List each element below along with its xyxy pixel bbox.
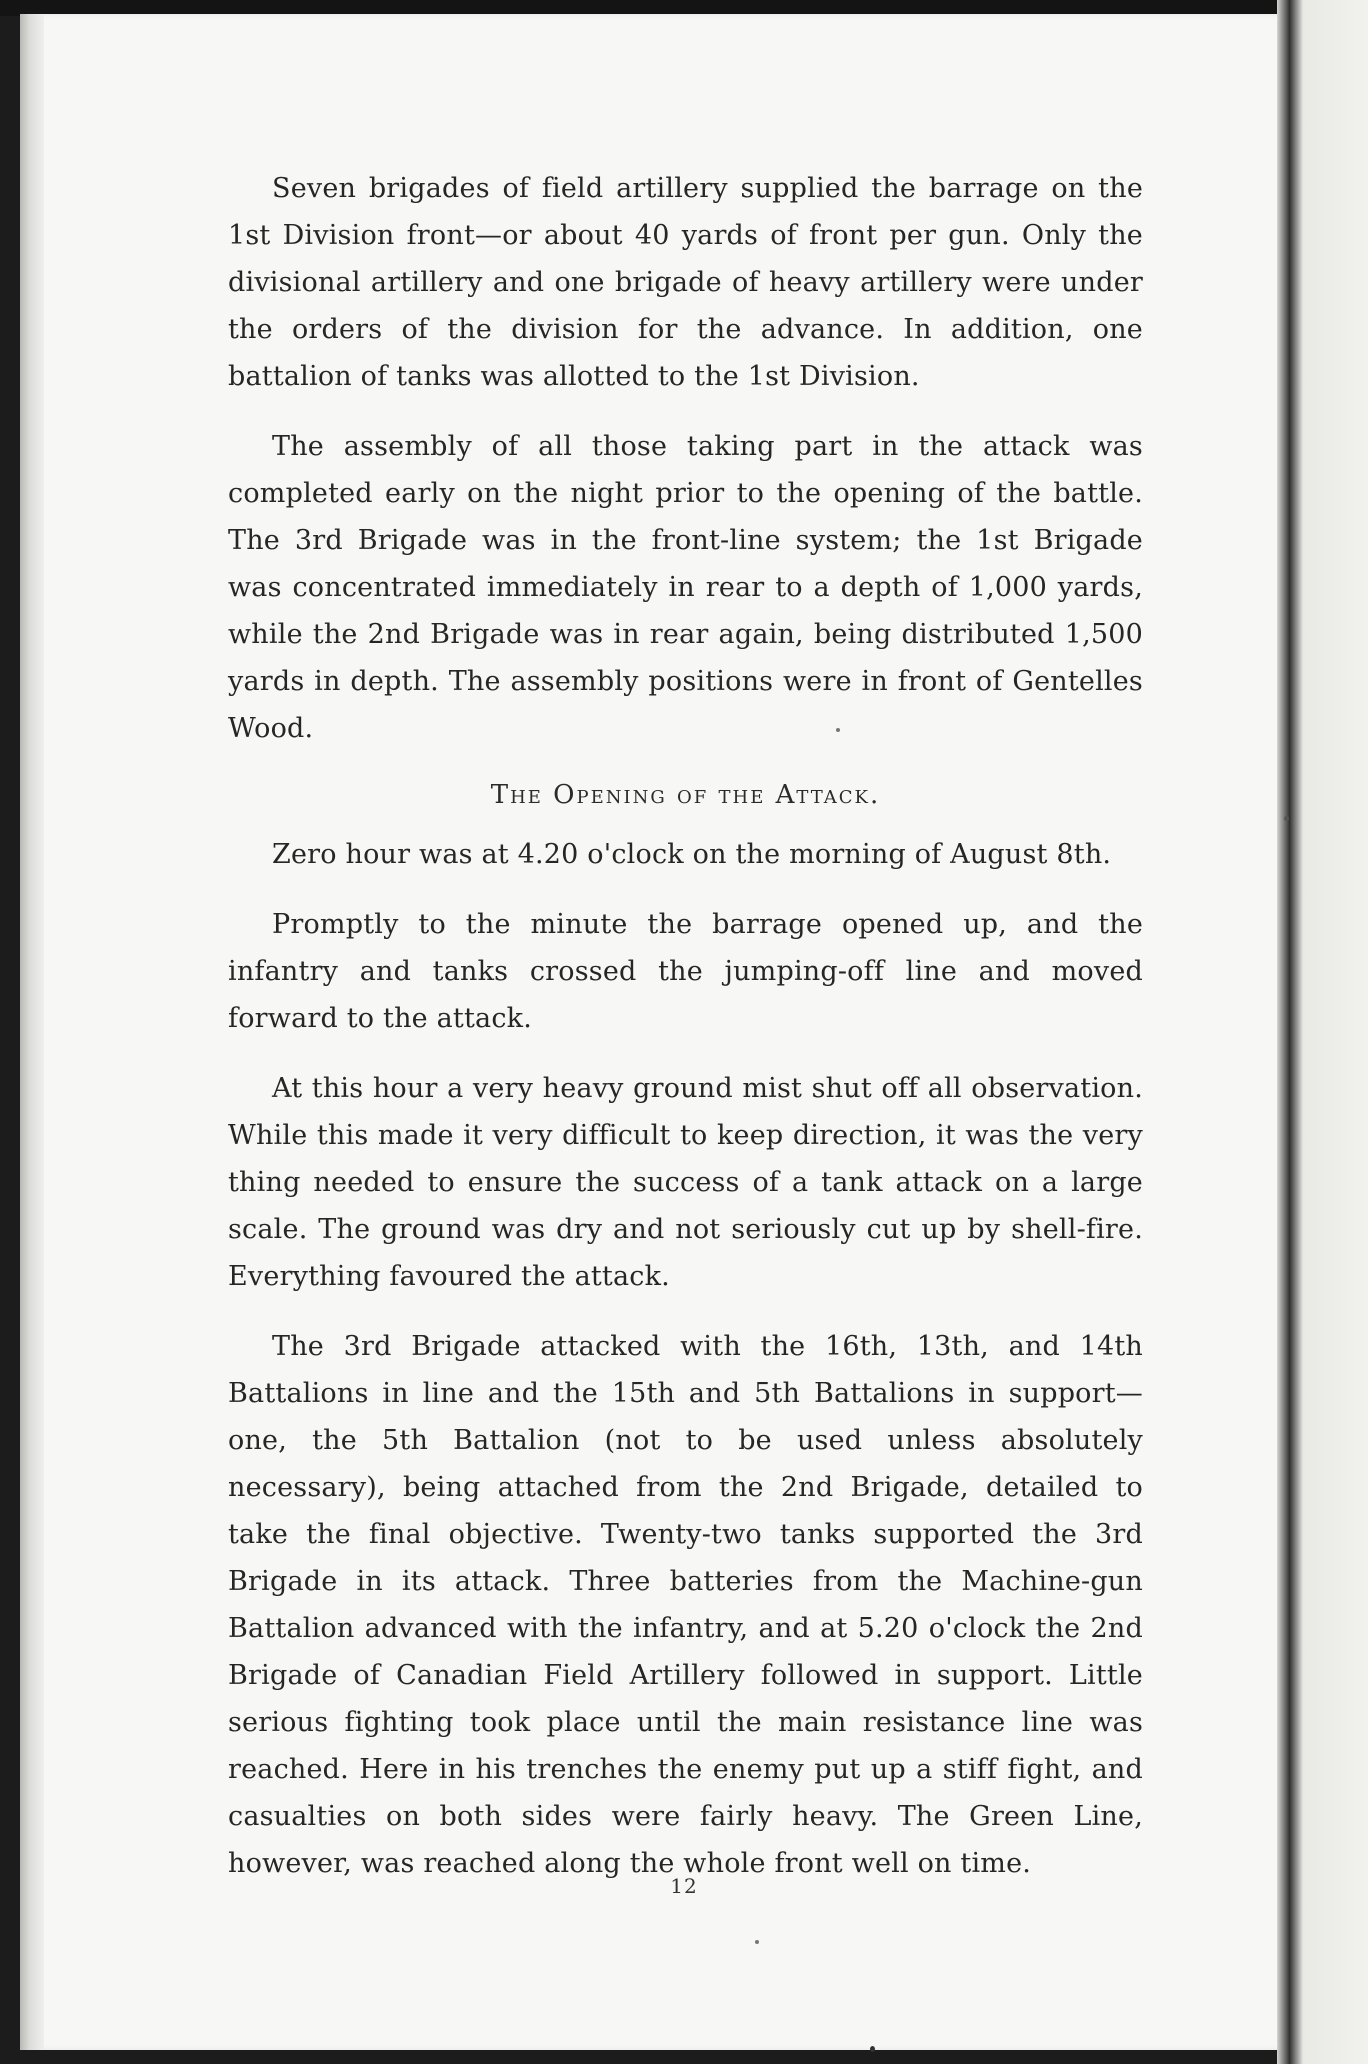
paragraph-ground-mist: At this hour a very heavy ground mist shut off all observation. While this made it very difficult to keep direction, it was the very thing needed to ensure the success of a tank attack on a large scale. The ground was dry and not seriously cut up by shell-fire. Everything favoured the attack. — [228, 1073, 1143, 1292]
paragraph-barrage-opened: Promptly to the minute the barrage opened up, and the infantry and tanks crossed the jumping-off line and moved forward to the attack. — [228, 909, 1143, 1034]
section-heading: The Opening of the Attack. — [490, 780, 881, 810]
page-body-text — [228, 165, 1143, 1887]
page-right-edge — [1277, 0, 1289, 2064]
paragraph-artillery-barrage: Seven brigades of field artillery supplied the barrage on the 1st Division front—or about 40 yards of front per gun. Only the divisional artillery and one brigade of heavy artillery were under the orders of the division for the advance. In addition, one battalion of tanks was allotted to the 1st Division. — [228, 173, 1143, 392]
paragraph-assembly: The assembly of all those taking part in the attack was completed early on the night prior to the opening of the battle. The 3rd Brigade was in the front-line system; the 1st Brigade was concentrated immediately in rear to a depth of 1,000 yards, while the 2nd Brigade was in rear again, being distributed 1,500 yards in depth. The assembly positions were in front of Gentelles Wood. — [228, 431, 1143, 744]
paragraph-third-brigade-attack: The 3rd Brigade attacked with the 16th, 13th, and 14th Battalions in line and the 15th and 5th Battalions in support—one, the 5th Battalion (not to be used unless absolutely necessary), being attached from the 2nd Brigade, detailed to take the final objective. Twenty-two tanks supported the 3rd Brigade in its attack. Three batteries from the Machine-gun Battalion advanced with the infantry, and at 5.20 o'clock the 2nd Brigade of Canadian Field Artillery followed in support. Little serious fighting took place until the main resistance line was reached. Here in his trenches the enemy put up a stiff fight, and casualties on both sides were fairly heavy. The Green Line, however, was reached along the whole front well on time. — [228, 1331, 1143, 1879]
page-number: 12 — [670, 1874, 698, 1898]
scan-speck — [755, 1940, 759, 1944]
page-gutter-shadow — [20, 14, 44, 2050]
scan-speck — [870, 2046, 875, 2052]
adjacent-page-edge — [1289, 0, 1368, 2064]
paragraph-zero-hour: Zero hour was at 4.20 o'clock on the morning of August 8th. — [272, 839, 1112, 870]
scan-speck — [836, 728, 840, 732]
adjacent-page-mark — [1284, 816, 1289, 821]
